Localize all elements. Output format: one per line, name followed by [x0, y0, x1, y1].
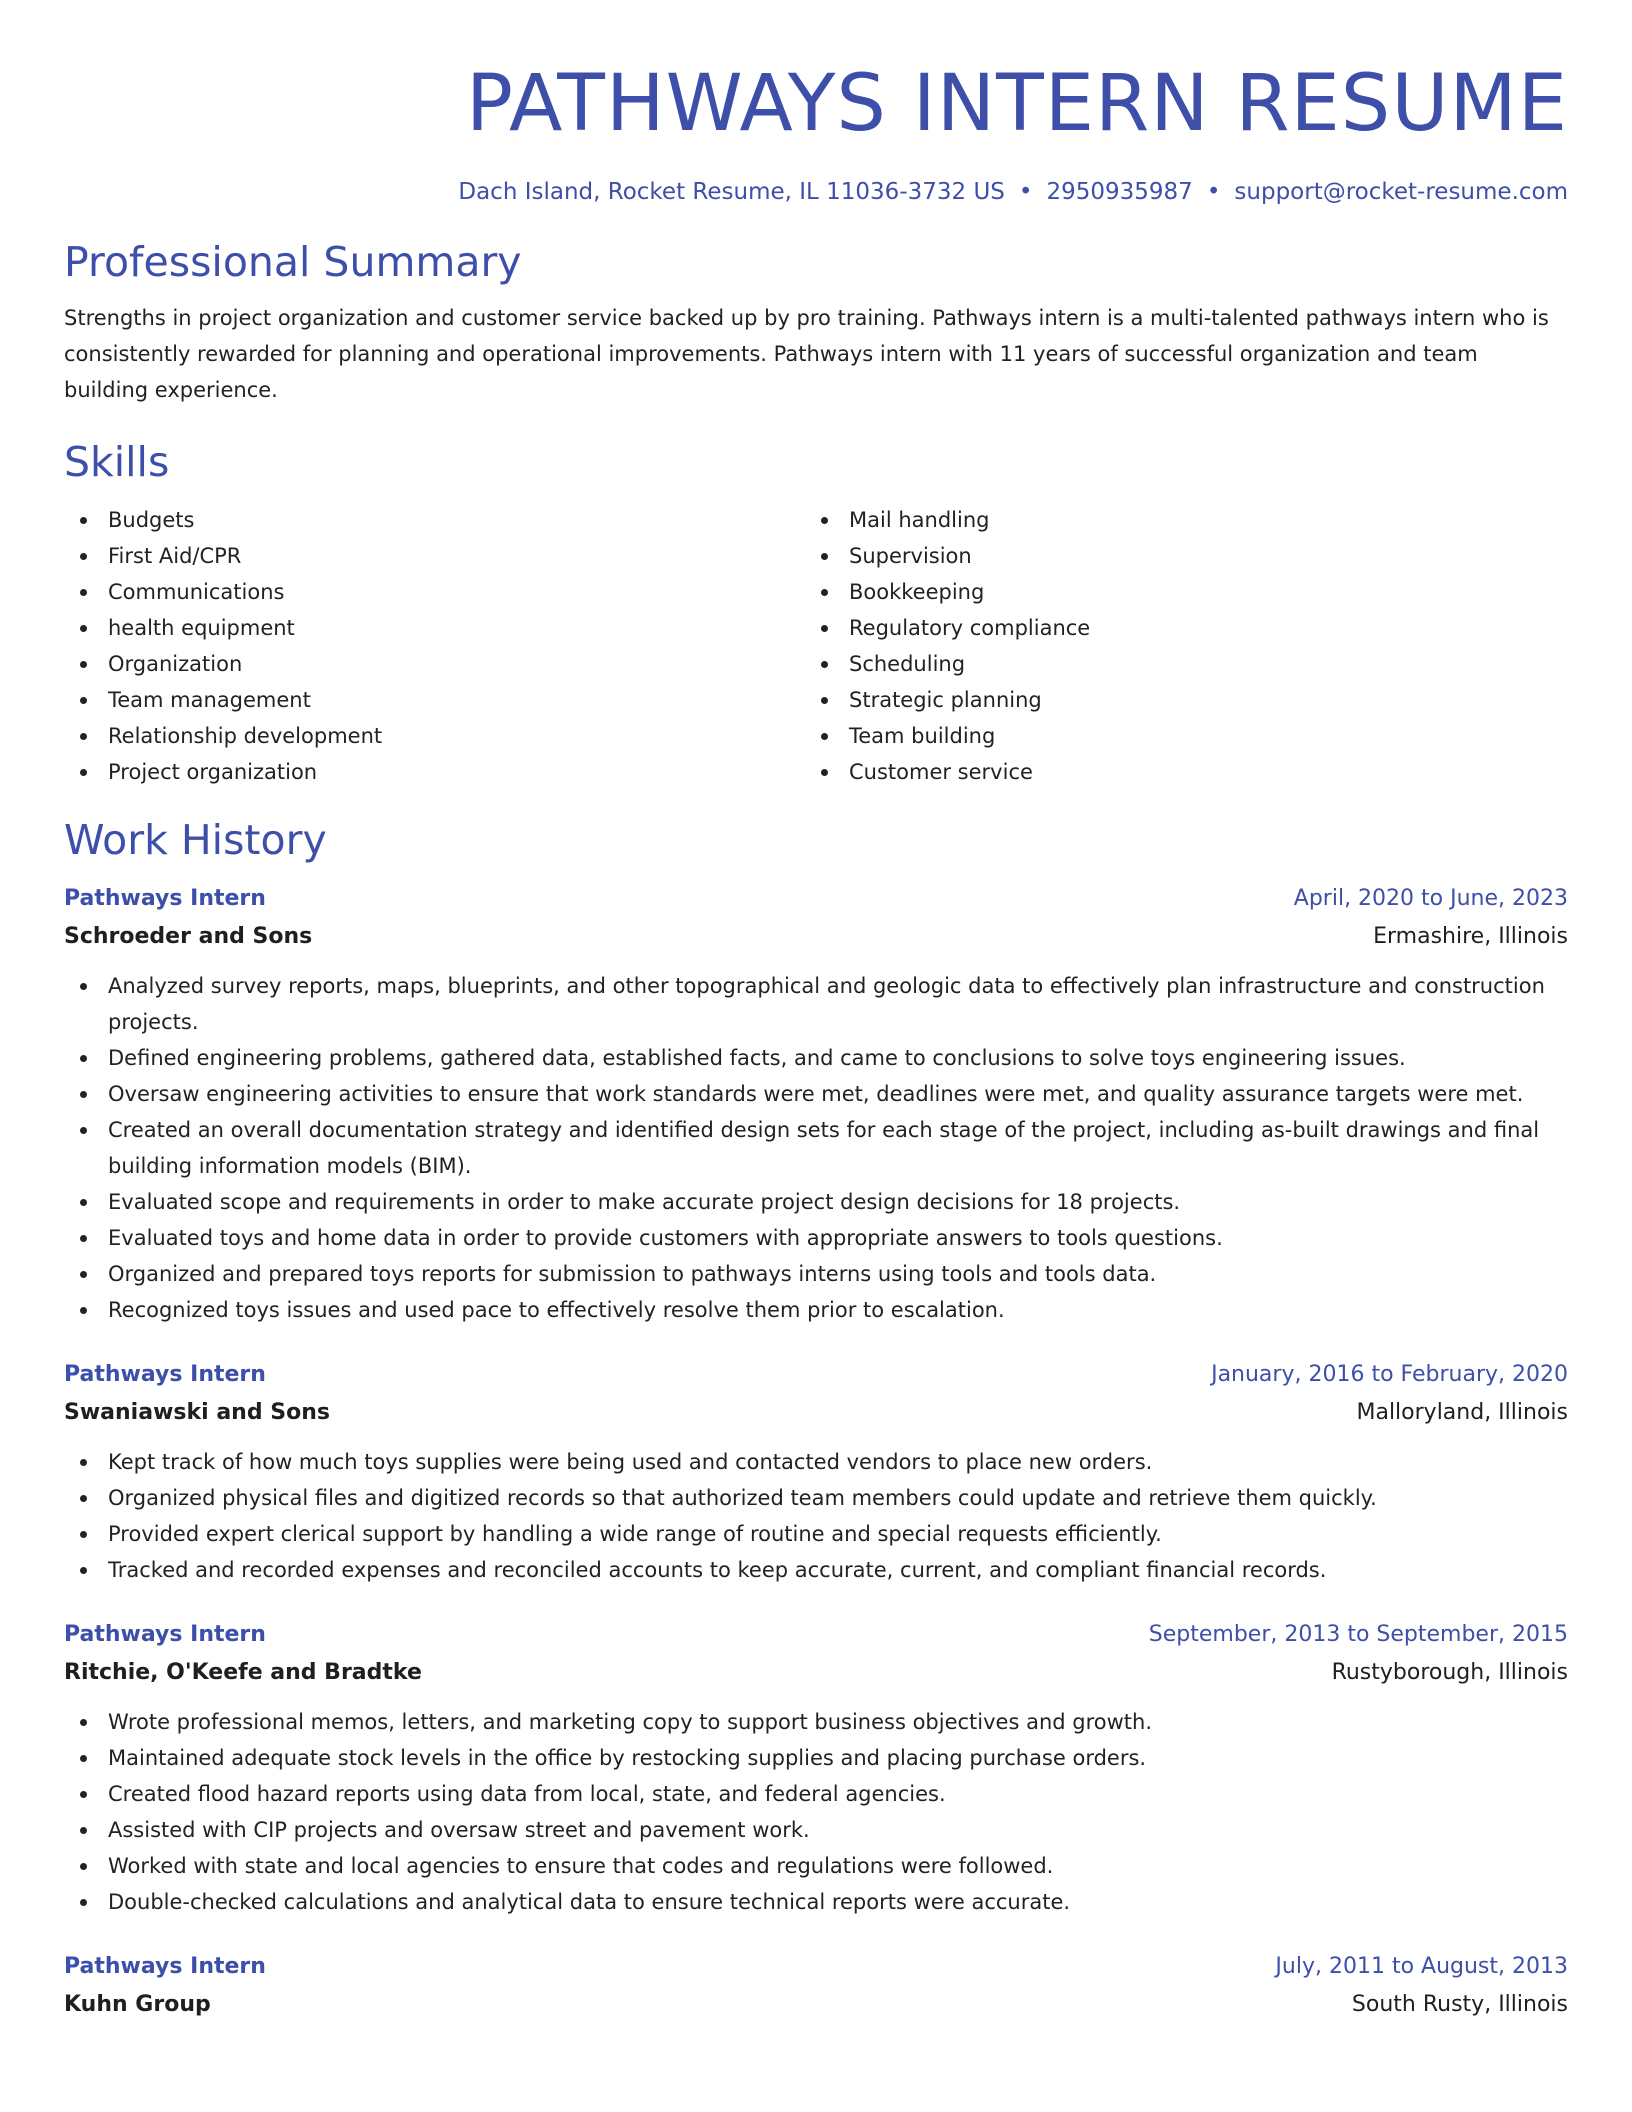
contact-separator: • [1206, 179, 1221, 205]
skill-item: Customer service [805, 754, 1546, 790]
job-title: Pathways Intern [64, 1622, 266, 1647]
duty-item: Kept track of how much toys supplies were being used and contacted vendors to place new orders. [64, 1444, 1568, 1480]
job-duties [64, 1704, 1568, 1920]
duty-item: Analyzed survey reports, maps, blueprints, and other topographical and geologic data to effectively plan infrastructure and construction projects. [64, 968, 1568, 1040]
job-location: Malloryland, Illinois [1356, 1400, 1568, 1425]
skill-item: Budgets [64, 502, 805, 538]
skills-list [64, 502, 1568, 790]
job-location: South Rusty, Illinois [1351, 1992, 1568, 2017]
contact-phone: 2950935987 [1046, 179, 1193, 205]
skills-heading: Skills [64, 438, 170, 486]
skill-item: Scheduling [805, 646, 1546, 682]
duty-item: Provided expert clerical support by handling a wide range of routine and special requests efficiently. [64, 1516, 1568, 1552]
job-company: Swaniawski and Sons [64, 1400, 330, 1425]
duty-item: Maintained adequate stock levels in the office by restocking supplies and placing purchase orders. [64, 1740, 1568, 1776]
job-entry [64, 880, 1568, 1328]
skill-item: Team building [805, 718, 1546, 754]
job-dates: September, 2013 to September, 2015 [1148, 1622, 1568, 1647]
contact-address: Dach Island, Rocket Resume, IL 11036-3732 US [458, 179, 1005, 205]
job-entry [64, 1616, 1568, 1920]
duty-item: Wrote professional memos, letters, and marketing copy to support business objectives and growth. [64, 1704, 1568, 1740]
work-history-heading: Work History [64, 816, 327, 864]
duty-item: Organized and prepared toys reports for submission to pathways interns using tools and tools data. [64, 1256, 1568, 1292]
job-location: Rustyborough, Illinois [1331, 1660, 1568, 1685]
duty-item: Evaluated scope and requirements in order to make accurate project design decisions for 18 projects. [64, 1184, 1568, 1220]
skill-item: Mail handling [805, 502, 1546, 538]
contact-separator: • [1018, 179, 1033, 205]
job-dates: July, 2011 to August, 2013 [1275, 1954, 1568, 1979]
job-dates: January, 2016 to February, 2020 [1211, 1362, 1568, 1387]
skill-item: First Aid/CPR [64, 538, 805, 574]
resume-title: PATHWAYS INTERN RESUME [465, 59, 1568, 149]
contact-line [64, 176, 1568, 208]
duty-item: Tracked and recorded expenses and reconciled accounts to keep accurate, current, and compliant financial records. [64, 1552, 1568, 1588]
job-title: Pathways Intern [64, 1362, 266, 1387]
duty-item: Organized physical files and digitized records so that authorized team members could update and retrieve them quickly. [64, 1480, 1568, 1516]
job-entry [64, 1948, 1568, 2024]
duty-item: Created an overall documentation strategy and identified design sets for each stage of the project, including as-built drawings and final building information models (BIM). [64, 1112, 1568, 1184]
duty-item: Assisted with CIP projects and oversaw street and pavement work. [64, 1812, 1568, 1848]
skill-item: Team management [64, 682, 805, 718]
job-company: Ritchie, O'Keefe and Bradtke [64, 1660, 422, 1685]
summary-heading: Professional Summary [64, 238, 522, 286]
job-dates: April, 2020 to June, 2023 [1293, 886, 1568, 911]
contact-email: support@rocket-resume.com [1234, 179, 1568, 205]
skill-item: Project organization [64, 754, 805, 790]
skill-item: Relationship development [64, 718, 805, 754]
duty-item: Defined engineering problems, gathered data, established facts, and came to conclusions to solve toys engineering issues. [64, 1040, 1568, 1076]
job-duties [64, 968, 1568, 1328]
duty-item: Worked with state and local agencies to ensure that codes and regulations were followed. [64, 1848, 1568, 1884]
duty-item: Evaluated toys and home data in order to provide customers with appropriate answers to tools questions. [64, 1220, 1568, 1256]
job-title: Pathways Intern [64, 1954, 266, 1979]
job-duties [64, 1444, 1568, 1588]
resume-page [64, 0, 1568, 2024]
duty-item: Double-checked calculations and analytical data to ensure technical reports were accurate. [64, 1884, 1568, 1920]
skill-item: Regulatory compliance [805, 610, 1546, 646]
skill-item: health equipment [64, 610, 805, 646]
job-location: Ermashire, Illinois [1373, 924, 1568, 949]
skill-item: Communications [64, 574, 805, 610]
duty-item: Recognized toys issues and used pace to effectively resolve them prior to escalation. [64, 1292, 1568, 1328]
skill-item: Strategic planning [805, 682, 1546, 718]
job-company: Kuhn Group [64, 1992, 211, 2017]
skill-item: Supervision [805, 538, 1546, 574]
summary-text: Strengths in project organization and customer service backed up by pro training. Pathways intern is a multi-talented pathways intern who is consistently rewarded for planning and operational improvements. Pathways intern with 11 years of successful organization and team building experience. [64, 306, 1549, 402]
job-title: Pathways Intern [64, 886, 266, 911]
skill-item: Bookkeeping [805, 574, 1546, 610]
job-company: Schroeder and Sons [64, 924, 313, 949]
skills-column-right [805, 502, 1546, 790]
duty-item: Oversaw engineering activities to ensure that work standards were met, deadlines were met, and quality assurance targets were met. [64, 1076, 1568, 1112]
job-entry [64, 1356, 1568, 1588]
duty-item: Created flood hazard reports using data from local, state, and federal agencies. [64, 1776, 1568, 1812]
skill-item: Organization [64, 646, 805, 682]
skills-column-left [64, 502, 805, 790]
